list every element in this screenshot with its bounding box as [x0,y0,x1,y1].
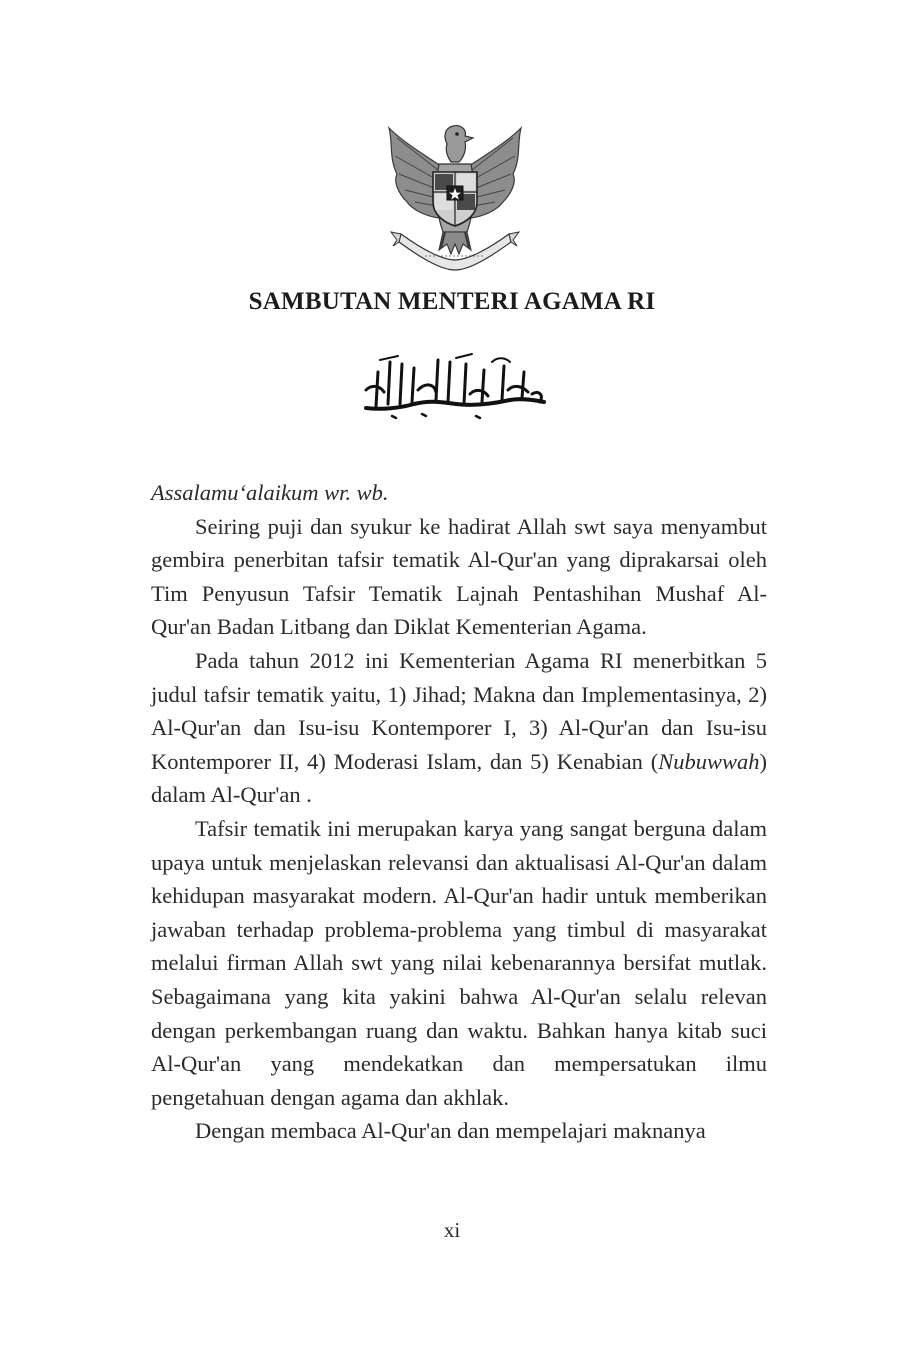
paragraph-2-italic: Nubuwwah [658,748,760,774]
paragraph-2-after: ) dalam Al-Qur'an . [151,748,767,808]
paragraph-1: Seiring puji dan syukur ke hadirat Allah swt saya menyambut gembira penerbitan tafsir tematik Al-Qur'an yang diprakarsai oleh Tim Penyusun Tafsir Tematik Lajnah Pentashihan Mushaf Al-Qur'an Badan Litbang dan Diklat Kementerian Agama. [151,513,767,640]
basmalah-calligraphy-icon [352,350,552,422]
paragraph-2 [151,644,767,812]
paragraph-2-before: Pada tahun 2012 ini Kementerian Agama RI menerbitkan 5 judul tafsir tematik yaitu, 1) Jihad; Makna dan Implementasinya, 2) Al-Qur'an dan Isu-isu Kontemporer I, 3) Al-Qur'an dan Isu-isu Kontemporer II, 4) Moderasi Islam, dan 5) Kenabian ( [151,647,767,774]
garuda-emblem-icon [383,114,527,276]
greeting: Assalamu‘alaikum wr. wb. [151,480,389,505]
page-number: xi [443,1218,461,1242]
paragraph-4: Dengan membaca Al-Qur'an dan mempelajari maknanya [195,1118,706,1144]
page-title: SAMBUTAN MENTERI AGAMA RI [248,288,656,315]
body-text [151,476,767,1148]
paragraph-3: Tafsir tematik ini merupakan karya yang sangat berguna dalam upaya untuk menjelaskan relevansi dan aktualisasi Al-Qur'an dalam kehidupan masyarakat modern. Al-Qur'an hadir untuk memberikan jawaban terhadap problema-problema yang timbul di masyarakat melalui firman Allah swt yang nilai kebenarannya bersifat mutlak. Sebagaimana yang kita yakini bahwa Al-Qur'an selalu relevan dengan perkembangan ruang dan waktu. Bahkan hanya kitab suci Al-Qur'an yang mendekatkan dan mempersatukan ilmu pengetahuan dengan agama dan akhlak. [151,815,767,1110]
